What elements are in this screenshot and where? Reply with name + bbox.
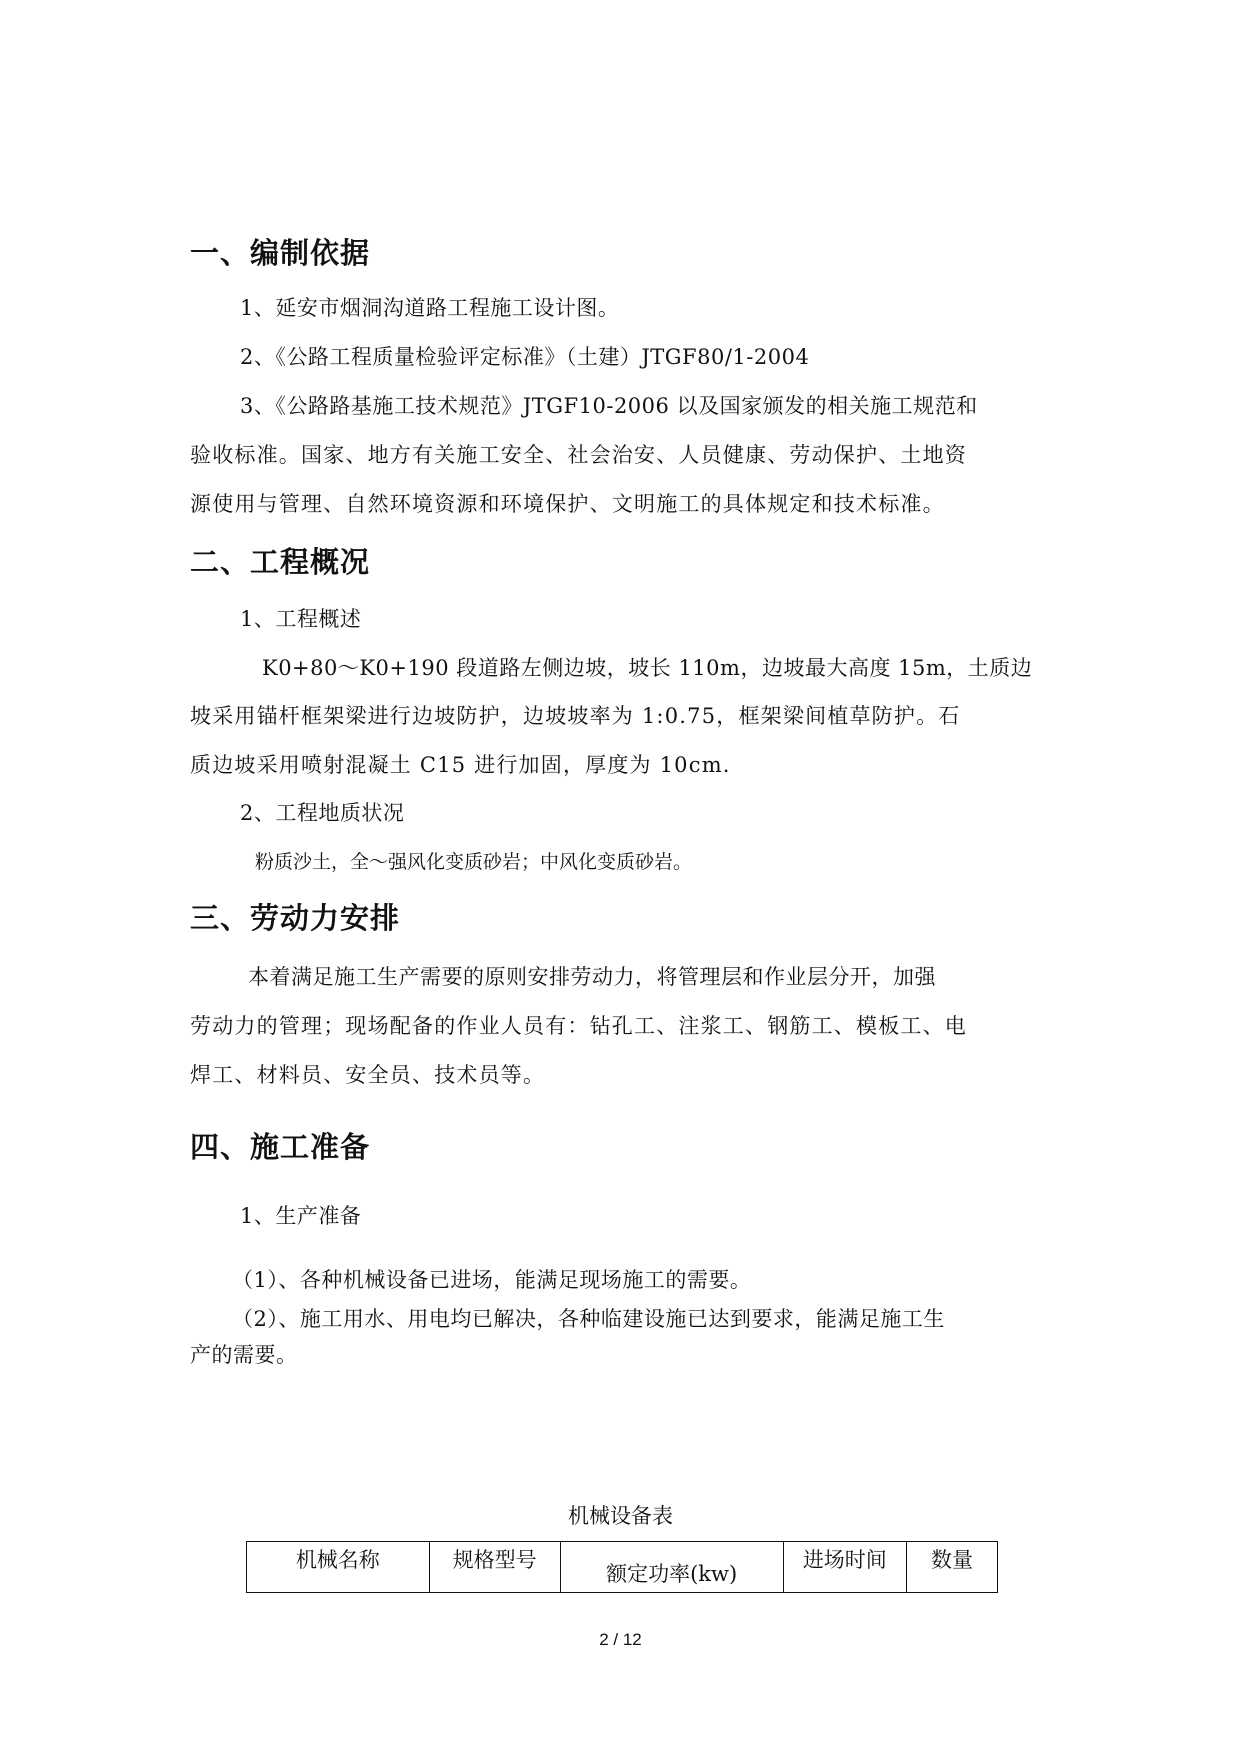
labor-line-3: 焊工、材料员、安全员、技术员等。 (190, 1063, 546, 1087)
prep-item-2-line-2: 产的需要。 (190, 1343, 298, 1367)
section-4-heading: 四、施工准备 (190, 1130, 371, 1164)
table-caption: 机械设备表 (568, 1504, 673, 1528)
basis-item-1: 1、延安市烟洞沟道路工程施工设计图。 (240, 296, 620, 320)
basis-item-3-line-1: 3、《公路路基施工技术规范》JTGF10-2006 以及国家颁发的相关施工规范和 (240, 394, 978, 418)
basis-item-3-line-3: 源使用与管理、自然环境资源和环境保护、文明施工的具体规定和技术标准。 (190, 492, 945, 516)
prep-item-1: （1）、各种机械设备已进场，能满足现场施工的需要。 (232, 1268, 752, 1292)
section-2-heading: 二、工程概况 (190, 545, 371, 579)
labor-line-1: 本着满足施工生产需要的原则安排劳动力，将管理层和作业层分开，加强 (248, 965, 936, 989)
overview-subheading: 1、工程概述 (240, 607, 362, 631)
overview-line-2: 坡采用锚杆框架梁进行边坡防护，边坡坡率为 1:0.75，框架梁间植草防护。石 (190, 704, 961, 728)
header-rated-power: 额定功率(kw) (560, 1542, 783, 1593)
section-3-heading: 三、劳动力安排 (190, 901, 401, 935)
basis-item-2: 2、《公路工程质量检验评定标准》（土建）JTGF80/1-2004 (240, 345, 810, 369)
prep-subheading: 1、生产准备 (240, 1204, 362, 1228)
labor-line-2: 劳动力的管理；现场配备的作业人员有：钻孔工、注浆工、钢筋工、模板工、电 (190, 1014, 967, 1038)
equipment-table (246, 1541, 998, 1593)
header-model: 规格型号 (429, 1542, 560, 1593)
overview-line-3: 质边坡采用喷射混凝土 C15 进行加固，厚度为 10cm. (190, 753, 731, 777)
table-header-row (247, 1542, 998, 1593)
page-number: 2 / 12 (599, 1630, 642, 1649)
prep-item-2-line-1: （2）、施工用水、用电均已解决，各种临建设施已达到要求，能满足施工生 (232, 1307, 945, 1331)
header-machine-name: 机械名称 (247, 1542, 430, 1593)
overview-line-1: K0+80～K0+190 段道路左侧边坡，坡长 110m，边坡最大高度 15m，土质边 (262, 656, 1033, 680)
section-1-heading: 一、编制依据 (190, 236, 371, 270)
header-quantity: 数量 (907, 1542, 998, 1593)
geology-subheading: 2、工程地质状况 (240, 801, 405, 825)
basis-item-3-line-2: 验收标准。国家、地方有关施工安全、社会治安、人员健康、劳动保护、土地资 (190, 443, 967, 467)
header-entry-time: 进场时间 (783, 1542, 906, 1593)
geology-text: 粉质沙土，全～强风化变质砂岩；中风化变质砂岩。 (255, 851, 693, 873)
